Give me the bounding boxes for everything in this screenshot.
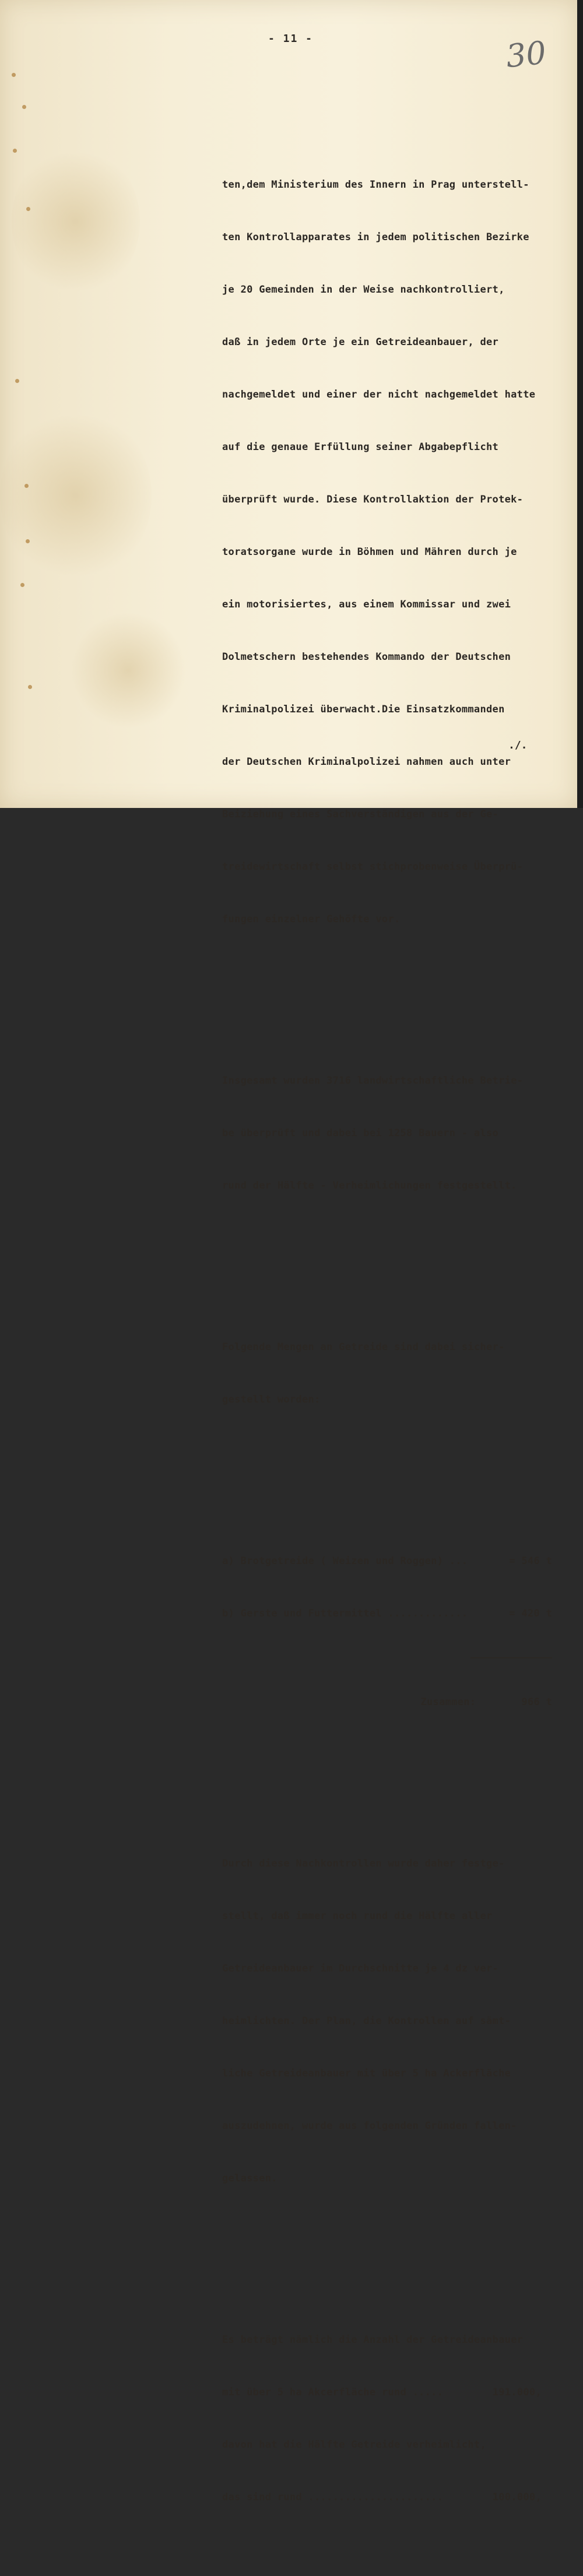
text-line: fungen einzelner Gehöfte vor. — [222, 913, 401, 925]
text-line: Folgende Mengen an Getreide sind dabei sicher- — [222, 1341, 505, 1353]
punch-hole-mark — [22, 105, 26, 109]
text-line: auszudehnen, wurde aus folgenden Gründen fallen- — [222, 2120, 517, 2132]
paragraph-4 — [222, 1820, 572, 2222]
continuation-mark: ./. — [508, 739, 528, 751]
punch-hole-mark — [26, 207, 30, 211]
list-item-value: = 420 t — [509, 1608, 552, 1619]
document-body — [222, 106, 572, 2576]
text-line: daß in jedem Orte je ein Getreideanbauer, der — [222, 336, 499, 348]
amount-value: 100.000, — [492, 2491, 542, 2503]
text-line: das sind rund ...................... 100.000, — [222, 2489, 542, 2506]
list-item — [222, 1552, 552, 1570]
text-line: nachgemeldet und einer der nicht nachgemeldet hatte — [222, 389, 536, 400]
text-line: auf die genaue Erfüllung seiner Abgabepflicht — [222, 441, 499, 453]
paragraph-5 — [222, 2296, 572, 2541]
list-item — [222, 1605, 552, 1622]
list-item-label: b) Gerste und Futtermittel ............. — [222, 1608, 468, 1619]
grain-quantity-list — [222, 1517, 572, 1746]
scan-edge — [577, 0, 583, 808]
text-line: Es beträgt nämlich die Anzahl der Getreideanbauer — [222, 2334, 524, 2346]
text-line: stellt, daß immer noch rund die Hälfte aller — [222, 1910, 493, 1922]
paragraph-1 — [222, 141, 572, 963]
paragraph-3 — [222, 1303, 572, 1443]
punch-hole-mark — [13, 149, 17, 153]
paper-stain — [12, 146, 140, 297]
list-item-value: = 546 t — [509, 1555, 552, 1567]
text-line: Beiziehung eines Sachverständigen aus der Ge- — [222, 809, 499, 820]
punch-hole-mark — [15, 379, 19, 383]
punch-hole-mark — [26, 539, 30, 543]
page-number: - 11 - — [268, 33, 314, 45]
text-line: Dolmetschern bestehendes Kommando der Deutschen — [222, 651, 511, 663]
total-label: Zusammen: — [420, 1696, 476, 1708]
paper-stain — [70, 612, 187, 729]
handwritten-folio-number: 30 — [504, 34, 548, 75]
punch-hole-mark — [12, 73, 16, 77]
text-line: überprüft wurde. Diese Kontrollaktion der Protek- — [222, 494, 524, 505]
text-line: heimlichten. Der Plan, die Kontrollen auf sämt- — [222, 2015, 511, 2027]
text-line: ten Kontrollapparates in jedem politischen Bezirke — [222, 231, 529, 243]
text-line: Kriminalpolizei überwacht.Die Einsatzkommanden — [222, 704, 505, 715]
paper-stain — [0, 408, 152, 583]
text-line: toratsorgane wurde in Böhmen und Mähren durch je — [222, 546, 517, 558]
text-line: treidewirtschaft selbst stichprobenweise Überprü- — [222, 861, 524, 873]
text-line: ein motorisiertes, aus einem Kommissar und zwei — [222, 599, 511, 610]
text-line: je 20 Gemeinden in der Weise nachkontrolliert, — [222, 284, 505, 296]
text-line: rund der Hälfte - Verheimlichungen festgestellt. — [222, 1180, 517, 1192]
list-item-label: a) Brotgetreide ( Weizen und Roggen) ... — [222, 1555, 468, 1567]
paragraph-2 — [222, 1037, 572, 1229]
text-line: gestellt worden: — [222, 1394, 321, 1405]
amount-value: 191.000, — [492, 2387, 542, 2398]
sum-rule — [470, 1657, 552, 1658]
text-line: davon hat die Hälfte Getreide verheimlicht, — [222, 2439, 486, 2451]
text-line: gelassen. — [222, 2173, 278, 2184]
text-line: Getreideanbauer im Durchschnitte je 4 dz ver- — [222, 1963, 499, 1974]
text-line: liche Getreideanbauer mit über 5 ha Ackerfläche — [222, 2068, 511, 2079]
text-line: mit über 5 ha Akcerfläche rund ..... 191.000, — [222, 2384, 542, 2401]
text-line: Insgesamt wurden 3716 landwirtschaftliche Betrie- — [222, 1075, 524, 1087]
text-line: ten,dem Ministerium des Innern in Prag unterstell- — [222, 179, 529, 191]
total-line — [222, 1693, 552, 1711]
punch-hole-mark — [28, 685, 32, 689]
text-line: der Deutschen Kriminalpolizei nahmen auch unter — [222, 756, 511, 768]
text-line: be überprüft und dabei bei 1258 Bauern - also — [222, 1127, 499, 1139]
punch-hole-mark — [24, 484, 29, 488]
text-line: Durch diese Nachkontrollen wurde daher festge- — [222, 1858, 505, 1869]
total-value: 966 t — [521, 1696, 552, 1708]
punch-hole-mark — [20, 583, 24, 587]
